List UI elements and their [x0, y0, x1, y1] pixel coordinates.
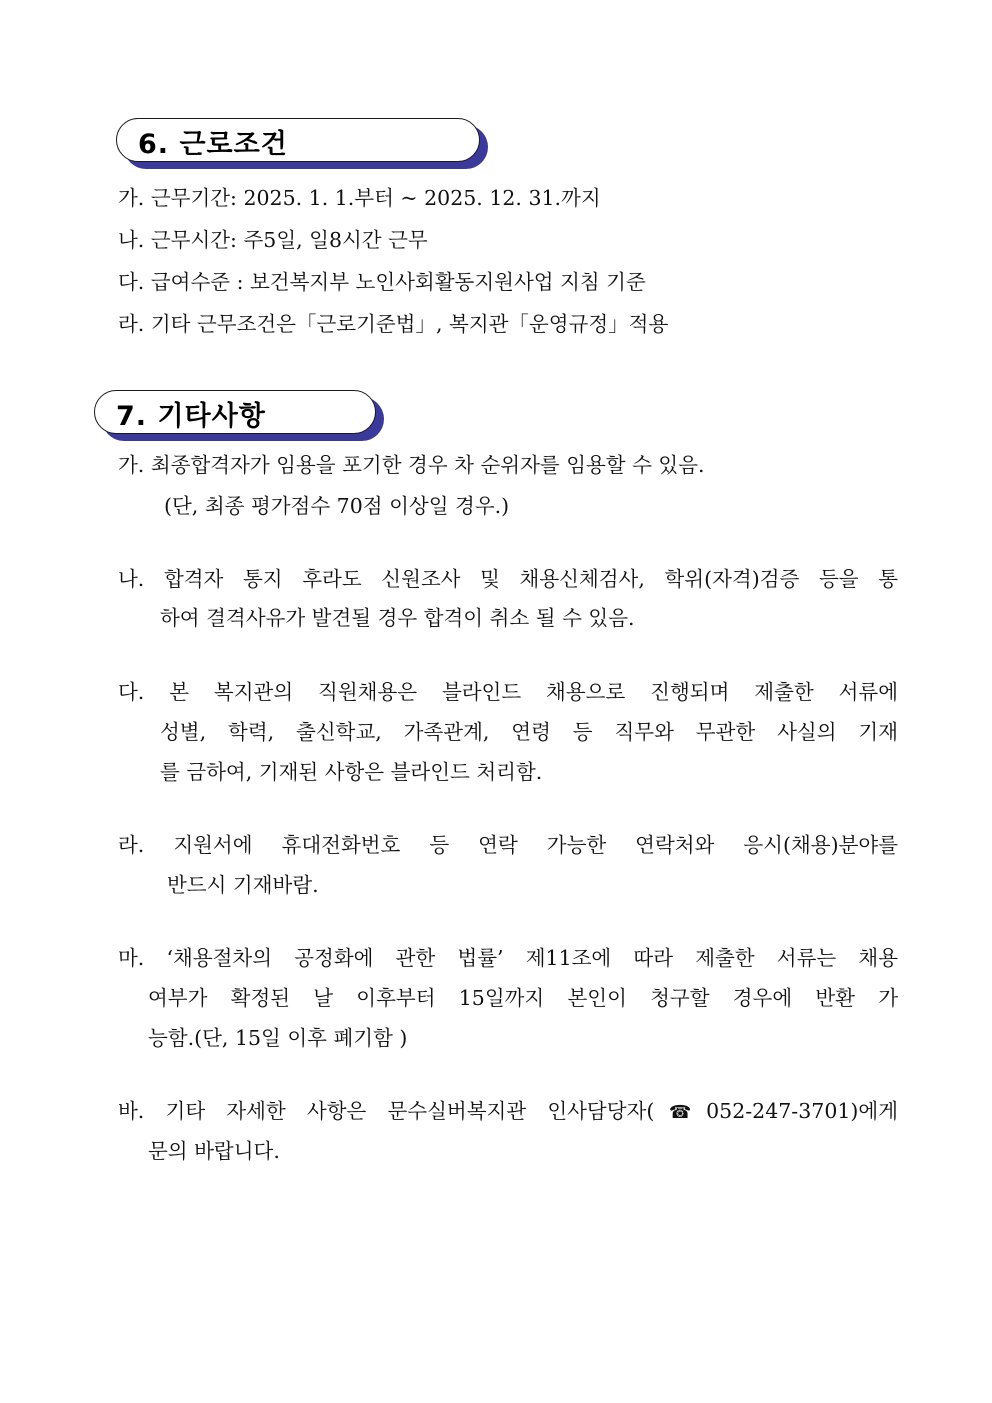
section-6-item-ra: 라. 기타 근무조건은「근로기준법」, 복지관「운영규정」적용	[118, 312, 669, 336]
section-7-item-na-line-1: 나. 합격자 통지 후라도 신원조사 및 채용신체검사, 학위(자격)검증 등을 통	[118, 567, 898, 591]
section-7-item-ba-line-1	[118, 1097, 898, 1127]
section-7-title: 7. 기타사항	[116, 401, 266, 432]
section-6-title: 6. 근로조건	[138, 129, 288, 160]
section-7-item-ma-line-3: 능함.(단, 15일 이후 폐기함 )	[148, 1026, 408, 1050]
ba-line-1-suffix: )에게	[850, 1099, 899, 1123]
section-7-item-ra-line-1: 라. 지원서에 휴대전화번호 등 연락 가능한 연락처와 응시(채용)분야를	[118, 833, 898, 857]
section-6-item-da: 다. 급여수준 : 보건복지부 노인사회활동지원사업 지침 기준	[118, 270, 646, 294]
phone-number: 052-247-3701	[706, 1099, 851, 1123]
section-6-item-na: 나. 근무시간: 주5일, 일8시간 근무	[118, 228, 428, 252]
section-7-item-da-line-1: 다. 본 복지관의 직원채용은 블라인드 채용으로 진행되며 제출한 서류에	[118, 680, 898, 704]
section-7-item-ga-line-1: 가. 최종합격자가 임용을 포기한 경우 차 순위자를 임용할 수 있음.	[118, 453, 705, 477]
section-6-item-ga: 가. 근무기간: 2025. 1. 1.부터 ~ 2025. 12. 31.까지	[118, 186, 601, 210]
section-7-item-da-line-2: 성별, 학력, 출신학교, 가족관계, 연령 등 직무와 무관한 사실의 기재	[160, 720, 898, 744]
section-7-item-ba-line-2: 문의 바랍니다.	[148, 1139, 280, 1163]
section-7-header	[94, 390, 376, 434]
section-7-item-ra-line-2: 반드시 기재바람.	[167, 873, 319, 897]
section-7-item-ga-line-2: (단, 최종 평가점수 70점 이상일 경우.)	[164, 494, 510, 518]
phone-icon: ☎	[654, 1102, 707, 1123]
section-6-header	[116, 118, 480, 162]
ba-line-1-prefix: 바. 기타 자세한 사항은 문수실버복지관 인사담당자(	[118, 1099, 655, 1123]
section-7-item-da-line-3: 를 금하여, 기재된 사항은 블라인드 처리함.	[160, 760, 543, 784]
section-7-item-na-line-2: 하여 결격사유가 발견될 경우 합격이 취소 될 수 있음.	[160, 606, 635, 630]
section-7-item-ma-line-1: 마. ‘채용절차의 공정화에 관한 법률’ 제11조에 따라 제출한 서류는 채용	[118, 946, 898, 970]
section-7-item-ma-line-2: 여부가 확정된 날 이후부터 15일까지 본인이 청구할 경우에 반환 가	[148, 986, 898, 1010]
